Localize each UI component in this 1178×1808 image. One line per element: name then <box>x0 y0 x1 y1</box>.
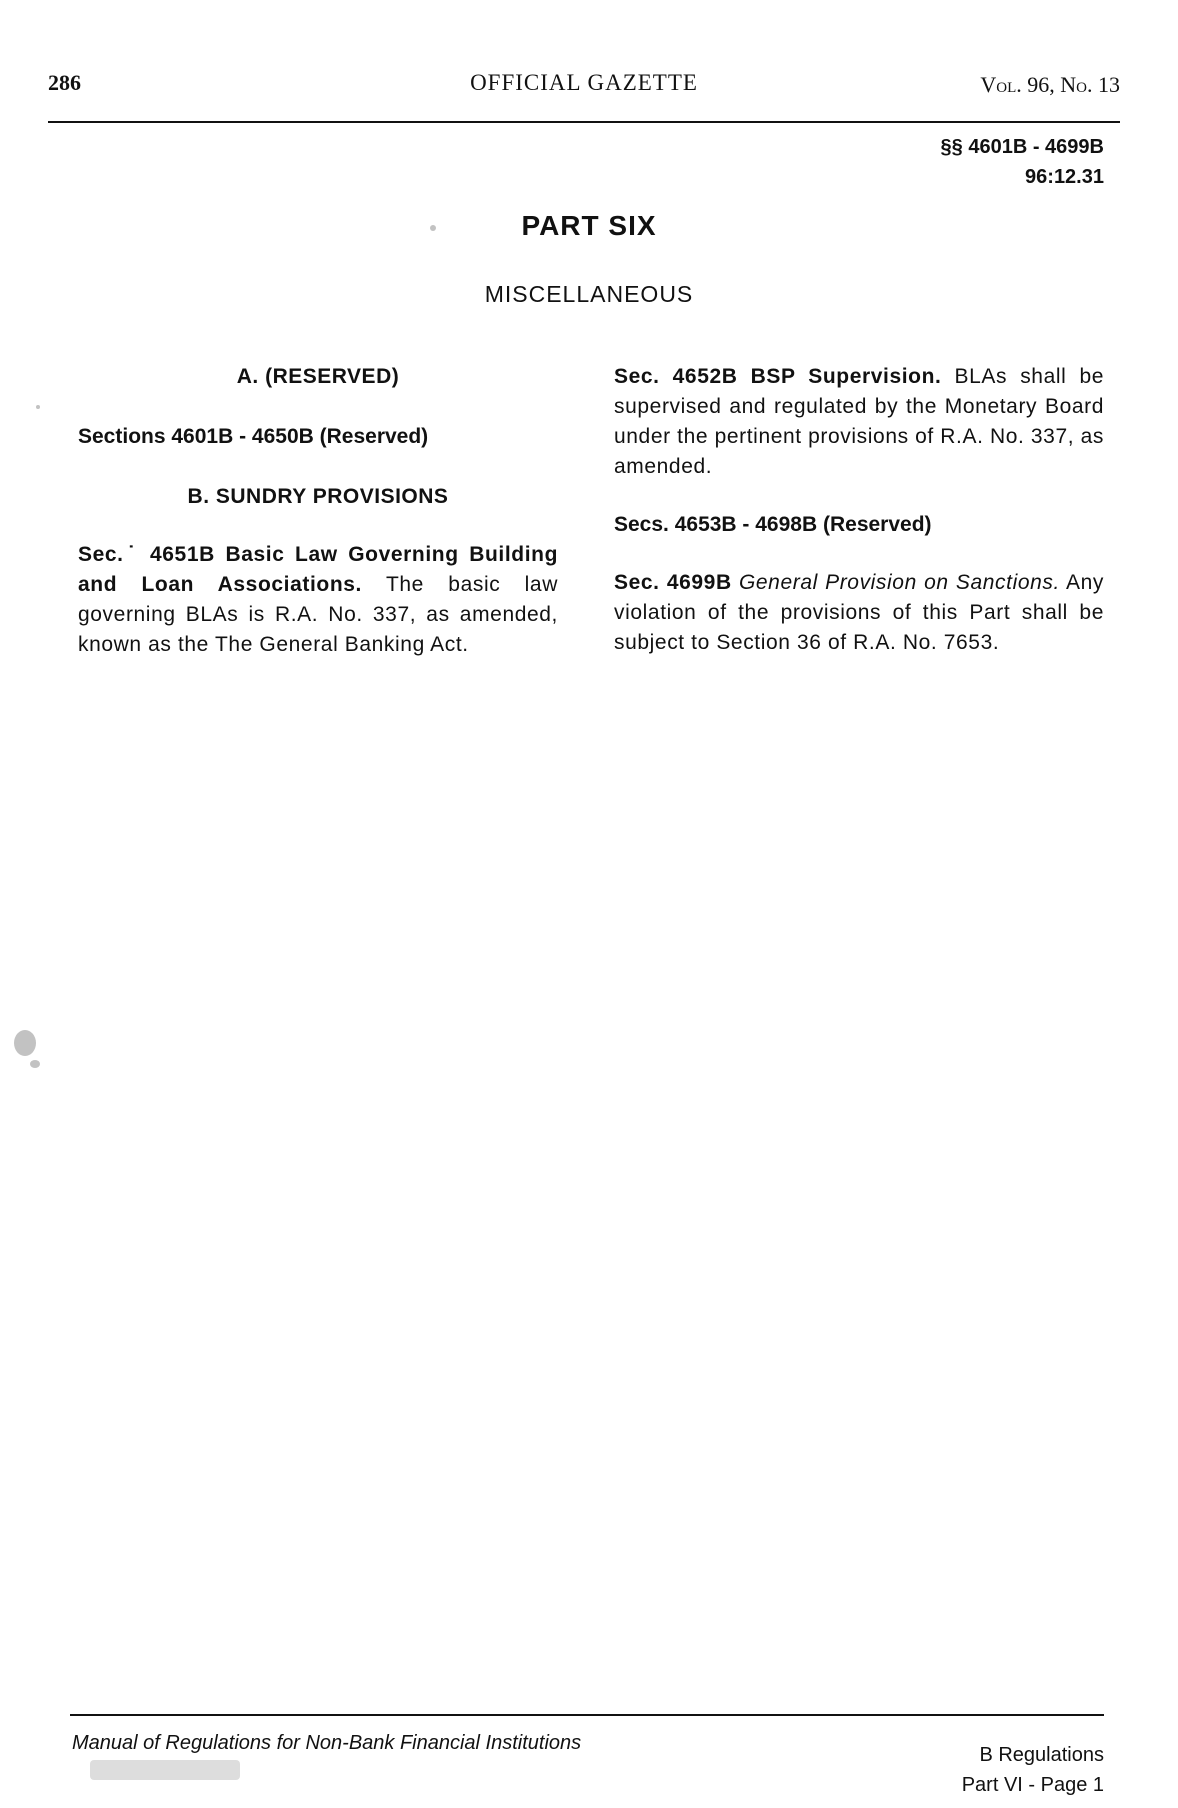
section-4699b-title: Sec. 4699B <box>614 571 732 594</box>
header-divider <box>48 121 1120 123</box>
section-4699b-caption: General Provision on Sanctions. <box>738 571 1060 594</box>
page-number: 286 <box>48 70 81 95</box>
section-4651b <box>78 540 558 660</box>
section-4651b-body: The basic law governing BLAs is R.A. No. 337, as amended, known as the The General Banking Act. <box>78 573 558 656</box>
section-4652b-body: BLAs shall be supervised and regulated by the Monetary Board under the pertinent provisions of R.A. No. 337, as amended. <box>614 365 1104 478</box>
section-4699b <box>614 568 1104 658</box>
volume-number: Vol. 96, No. 13 <box>980 72 1120 97</box>
running-head <box>48 70 1120 110</box>
scan-speck <box>90 1760 240 1780</box>
footer-page-reference <box>962 1740 1104 1800</box>
part-title: PART SIX <box>521 210 657 241</box>
manual-title: Manual of Regulations for Non-Bank Financial Institutions <box>72 1732 582 1754</box>
scan-speck <box>30 1060 40 1068</box>
page-reference: Part VI - Page 1 <box>961 1774 1104 1796</box>
scan-speck <box>36 405 40 409</box>
section-range: §§ 4601B - 4699B <box>940 136 1104 158</box>
footer-divider <box>70 1714 1104 1716</box>
scan-speck <box>430 225 436 231</box>
section-4651b-title: Sec.˙ 4651B Basic Law Governing Building and Loan Associations. <box>78 543 558 596</box>
right-column <box>614 362 1104 658</box>
section-reference <box>941 132 1104 192</box>
section-4652b-title: Sec. 4652B BSP Supervision. <box>614 365 942 388</box>
heading-reserved: A. (RESERVED) <box>236 365 400 388</box>
secs-reserved: Secs. 4653B - 4698B (Reserved) <box>614 513 932 536</box>
date-code: 96:12.31 <box>1025 166 1104 188</box>
gazette-title: OFFICIAL GAZETTE <box>470 70 698 95</box>
sections-reserved: Sections 4601B - 4650B (Reserved) <box>78 425 429 448</box>
heading-sundry-provisions: B. SUNDRY PROVISIONS <box>187 485 449 508</box>
part-subtitle: MISCELLANEOUS <box>484 281 694 307</box>
left-column <box>78 362 558 660</box>
regulation-set: B Regulations <box>979 1744 1104 1766</box>
section-4699b-body: Any violation of the provisions of this Part shall be subject to Section 36 of R.A. No. 7653. <box>614 571 1105 654</box>
scan-speck <box>14 1030 36 1056</box>
section-4652b <box>614 362 1104 482</box>
